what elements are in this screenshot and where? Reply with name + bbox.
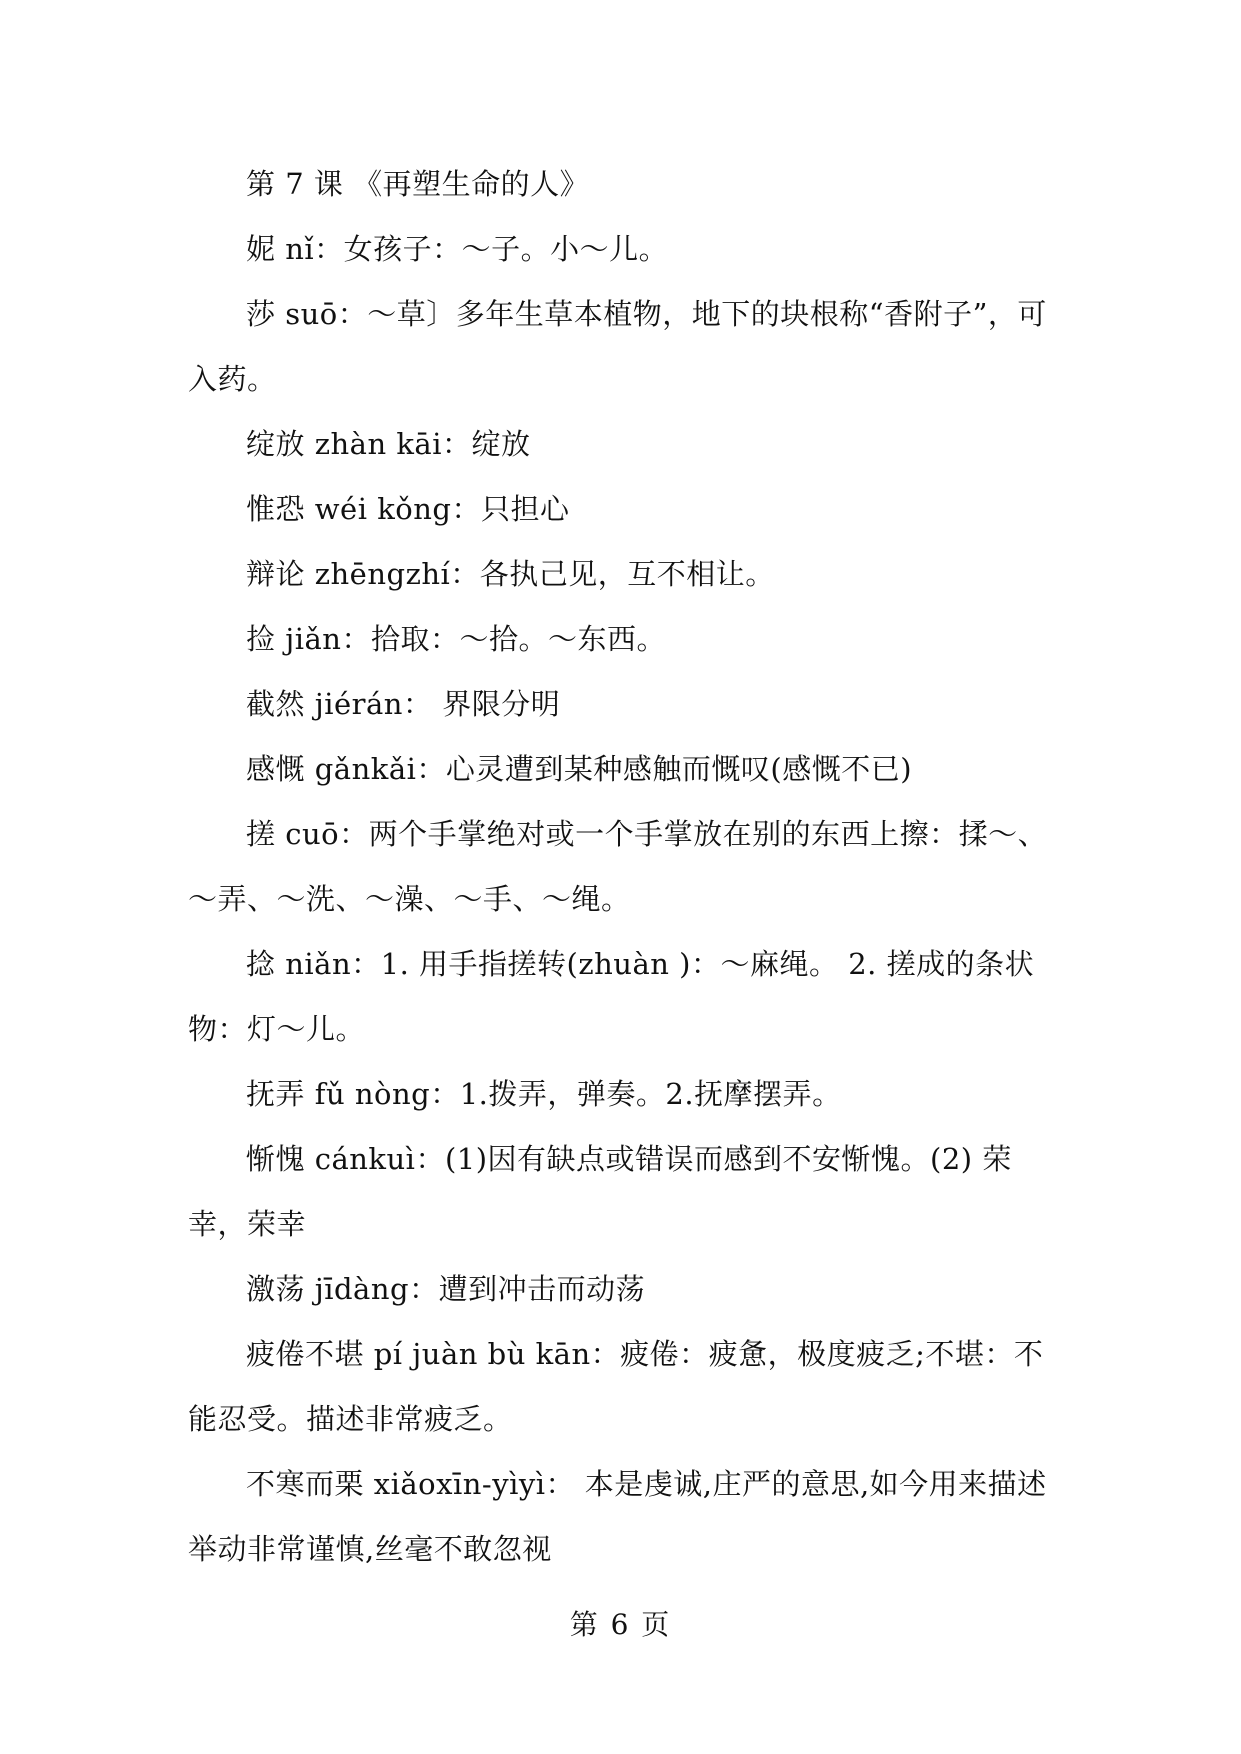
vocab-entry: 截然 jiérán： 界限分明 <box>246 687 561 721</box>
document-body <box>188 152 1068 1582</box>
vocab-entry: 莎 suō：～草〕多年生草本植物，地下的块根称“香附子”，可入药。 <box>188 297 1047 396</box>
vocab-entry: 捻 niǎn：1. 用手指搓转(zhuàn )：～麻绳。 2. 搓成的条状物：灯～儿。 <box>188 947 1035 1046</box>
vocab-entry: 妮 nǐ：女孩子：～子。小～儿。 <box>246 232 669 266</box>
lesson-title: 第 7 课 《再塑生命的人》 <box>246 167 590 201</box>
vocab-entry: 绽放 zhàn kāi：绽放 <box>246 427 531 461</box>
vocab-entry: 捡 jiǎn：拾取：～拾。～东西。 <box>246 622 666 656</box>
vocab-entry: 感慨 gǎnkǎi：心灵遭到某种感触而慨叹(感慨不已) <box>246 752 913 786</box>
vocab-entry: 辩论 zhēngzhí：各执己见，互不相让。 <box>246 557 775 591</box>
vocab-entry: 惟恐 wéi kǒng：只担心 <box>246 492 570 526</box>
vocab-entry: 惭愧 cánkuì：(1)因有缺点或错误而感到不安惭愧。(2) 荣幸，荣幸 <box>188 1142 1012 1241</box>
vocab-entry: 搓 cuō：两个手掌绝对或一个手掌放在别的东西上擦：揉～、～弄、～洗、～澡、～手、～绳。 <box>188 817 1048 916</box>
vocab-entry: 不寒而栗 xiǎoxīn-yìyì： 本是虔诚,庄严的意思,如今用来描述举动非常谨慎,丝毫不敢忽视 <box>188 1467 1047 1566</box>
vocab-entry: 疲倦不堪 pí juàn bù kān：疲倦：疲惫，极度疲乏;不堪：不能忍受。描述非常疲乏。 <box>188 1337 1044 1436</box>
vocab-entry: 激荡 jīdàng：遭到冲击而动荡 <box>246 1272 646 1306</box>
vocab-entry: 抚弄 fǔ nòng：1.拨弄，弹奏。2.抚摩摆弄。 <box>246 1077 842 1111</box>
page-number: 第 6 页 <box>569 1608 672 1641</box>
